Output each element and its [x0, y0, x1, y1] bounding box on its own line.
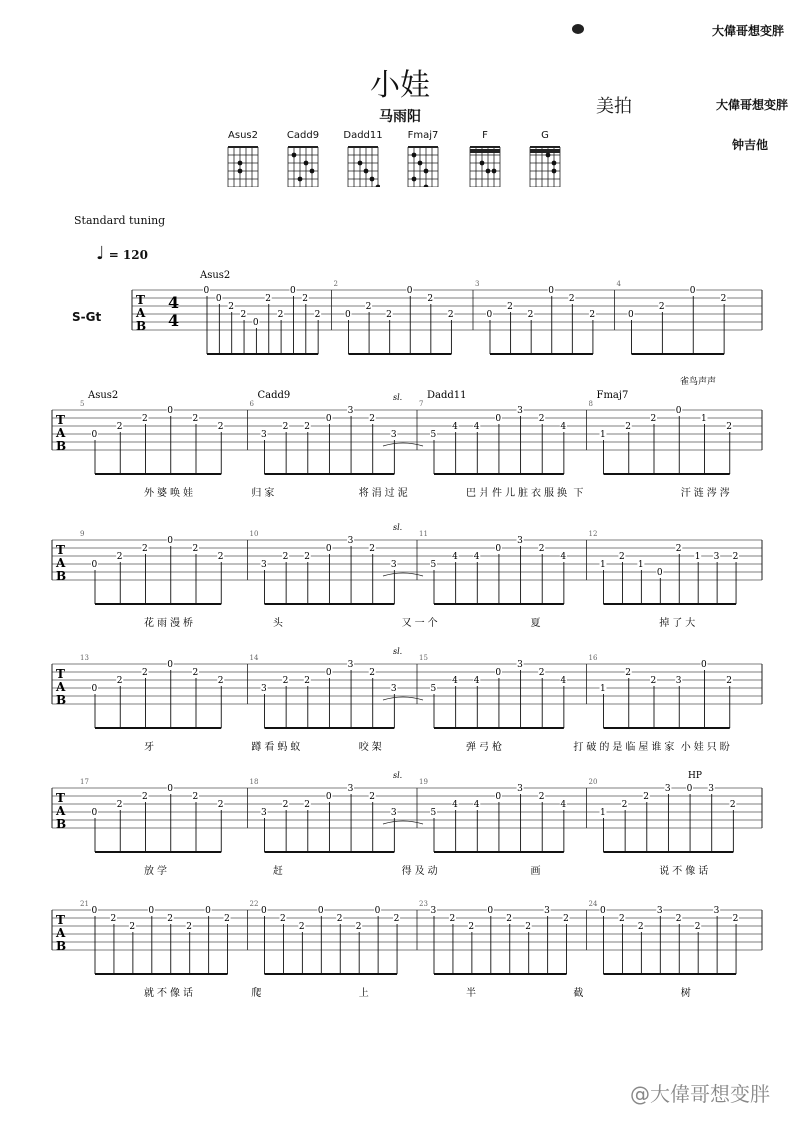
- fret-number: 2: [304, 422, 311, 432]
- watermark: @大偉哥想变胖: [630, 1082, 770, 1106]
- tab-clef: B: [56, 693, 67, 707]
- fret-number: 2: [427, 294, 434, 304]
- fret-number: 3: [713, 552, 720, 562]
- fret-number: 2: [279, 914, 286, 924]
- fret-number: 0: [656, 568, 663, 578]
- fret-number: 2: [525, 922, 531, 932]
- fret-number: 2: [658, 302, 665, 312]
- fret-number: 3: [390, 684, 397, 694]
- fret-number: 0: [495, 414, 502, 424]
- fret-number: 0: [167, 536, 173, 546]
- fret-number: 3: [517, 406, 523, 416]
- fret-number: 2: [568, 294, 575, 304]
- chord-symbol: Asus2: [88, 390, 119, 401]
- chord-symbol: Dadd11: [427, 390, 467, 401]
- fret-number: 4: [560, 800, 567, 810]
- fret-number: 2: [468, 922, 475, 932]
- fret-number: 0: [374, 906, 381, 916]
- fret-number: 2: [625, 668, 631, 678]
- fret-number: 3: [261, 684, 267, 694]
- fret-number: 2: [729, 800, 736, 810]
- fret-number: 2: [726, 676, 732, 686]
- fret-number: 2: [393, 914, 400, 924]
- measure-number: 3: [475, 280, 480, 288]
- tab-clef: T: [56, 413, 65, 427]
- lyric-text: 头: [272, 618, 286, 629]
- fret-number: 2: [192, 668, 199, 678]
- fret-number: 3: [347, 660, 354, 670]
- measure-number: 5: [80, 400, 85, 408]
- fret-number: 0: [325, 668, 332, 678]
- fret-number: 2: [142, 544, 148, 554]
- lyric-text: 花雨漫桥: [144, 618, 196, 629]
- measure-number: 2: [333, 280, 338, 288]
- fret-number: 0: [701, 660, 707, 670]
- fret-number: 2: [369, 792, 375, 802]
- lyric-text: 就不像话: [144, 988, 196, 999]
- fret-number: 2: [265, 294, 271, 304]
- fret-number: 2: [217, 422, 224, 432]
- fret-number: 0: [325, 792, 332, 802]
- tab-clef: A: [56, 556, 66, 570]
- fret-number: 3: [675, 676, 682, 686]
- fret-number: 4: [560, 552, 567, 562]
- lyric-text: 汗涟涔涔: [680, 488, 733, 499]
- lyric-text: 得及动: [401, 866, 441, 877]
- lyric-text: 掉了大: [659, 618, 699, 629]
- fret-number: 3: [517, 660, 523, 670]
- lyric-text: 爬: [251, 988, 265, 999]
- lyric-text: 说不像话: [659, 866, 712, 877]
- chord-name: Asus2: [228, 130, 258, 141]
- fret-number: 3: [390, 808, 397, 818]
- fret-number: 2: [563, 914, 569, 924]
- measure-number: 16: [588, 654, 598, 662]
- fret-number: 2: [304, 800, 311, 810]
- lyric-text: 半: [466, 988, 480, 999]
- fret-number: 2: [217, 676, 224, 686]
- slide-marking: sl.: [393, 771, 403, 780]
- fret-number: 2: [732, 552, 739, 562]
- fret-number: 5: [430, 430, 437, 440]
- fret-number: 0: [495, 668, 502, 678]
- fret-number: 0: [91, 430, 98, 440]
- lyric-text: 将涓过泥: [358, 488, 411, 499]
- fret-number: 2: [186, 922, 192, 932]
- fret-number: 2: [637, 922, 644, 932]
- fret-number: 4: [473, 422, 480, 432]
- fret-number: 2: [282, 676, 289, 686]
- fret-number: 2: [167, 914, 173, 924]
- measure-number: 22: [249, 900, 259, 908]
- tab-clef: A: [136, 306, 146, 320]
- fret-number: 2: [314, 310, 321, 320]
- fret-number: 0: [252, 318, 259, 328]
- fret-number: 2: [538, 544, 545, 554]
- fret-number: 1: [694, 552, 701, 562]
- fret-number: 2: [449, 914, 456, 924]
- tab-clef: T: [56, 791, 65, 805]
- fret-number: 5: [430, 560, 437, 570]
- fret-number: 2: [369, 544, 375, 554]
- lyric-text: 赶: [272, 866, 286, 877]
- measure-number: 14: [249, 654, 259, 662]
- fret-number: 2: [694, 922, 701, 932]
- fret-number: 1: [600, 808, 606, 818]
- fret-number: 2: [302, 294, 309, 304]
- fret-number: 2: [618, 914, 625, 924]
- fret-number: 5: [430, 684, 437, 694]
- fret-number: 2: [224, 914, 230, 924]
- fret-number: 2: [116, 676, 123, 686]
- fret-number: 2: [282, 552, 289, 562]
- fret-number: 2: [650, 676, 657, 686]
- measure-number: 11: [419, 530, 428, 538]
- measure-number: 15: [419, 654, 428, 662]
- lyric-text: 巴爿件儿脏衣服换: [466, 488, 571, 499]
- brand-label-top: 大偉哥想变胖: [712, 24, 785, 38]
- measure-number: 6: [249, 400, 254, 408]
- fret-number: 3: [544, 906, 550, 916]
- measure-number: 4: [616, 280, 621, 288]
- fret-number: 2: [277, 310, 284, 320]
- fret-number: 2: [129, 922, 136, 932]
- tab-clef: A: [56, 426, 66, 440]
- fret-number: 2: [228, 302, 234, 312]
- fret-number: 0: [628, 310, 634, 320]
- fret-number: 1: [701, 414, 707, 424]
- fret-number: 0: [548, 286, 554, 296]
- song-title: 小娃: [370, 68, 430, 103]
- fret-number: 2: [643, 792, 650, 802]
- fret-number: 2: [618, 552, 625, 562]
- fret-number: 2: [336, 914, 343, 924]
- fret-number: 1: [637, 560, 644, 570]
- tab-clef: A: [56, 926, 66, 940]
- measure-number: 20: [588, 778, 598, 786]
- tab-clef: B: [56, 439, 67, 453]
- fret-number: 4: [473, 800, 480, 810]
- fret-number: 2: [142, 414, 148, 424]
- fret-number: 2: [621, 800, 628, 810]
- lyric-text: 归家: [251, 488, 278, 499]
- tab-clef: B: [136, 319, 147, 333]
- fret-number: 4: [560, 676, 567, 686]
- fret-number: 0: [487, 906, 494, 916]
- fret-number: 2: [538, 414, 545, 424]
- fret-number: 0: [345, 310, 351, 320]
- tab-clef: T: [56, 543, 65, 557]
- fret-number: 2: [217, 800, 224, 810]
- fret-number: 2: [675, 544, 682, 554]
- fret-number: 2: [192, 792, 199, 802]
- lyric-text: 咬架: [358, 742, 385, 753]
- fret-number: 3: [708, 784, 714, 794]
- fret-number: 2: [650, 414, 657, 424]
- fret-number: 2: [282, 422, 289, 432]
- fret-number: 4: [473, 552, 480, 562]
- chord-name: F: [482, 130, 488, 141]
- fret-number: 3: [517, 536, 523, 546]
- hammer-pull-label: HP: [688, 771, 702, 781]
- fret-number: 0: [495, 792, 502, 802]
- fret-number: 2: [192, 544, 199, 554]
- fret-number: 3: [713, 906, 720, 916]
- fret-number: 5: [430, 808, 437, 818]
- time-signature: 4: [168, 293, 180, 312]
- lyric-text: 小娃只盼: [680, 742, 733, 753]
- fret-number: 2: [116, 422, 123, 432]
- chord-name: Dadd11: [343, 130, 383, 141]
- fret-number: 0: [91, 906, 98, 916]
- fret-number: 2: [675, 914, 682, 924]
- fret-number: 4: [452, 552, 458, 562]
- lyric-text: 放学: [144, 866, 170, 877]
- measure-number: 12: [588, 530, 598, 538]
- tab-clef: T: [136, 293, 145, 307]
- fret-number: 2: [142, 792, 148, 802]
- measure-number: 10: [249, 530, 259, 538]
- fret-number: 0: [289, 286, 296, 296]
- fret-number: 0: [686, 784, 693, 794]
- lyric-text: 又一个: [401, 618, 441, 629]
- fret-number: 2: [304, 676, 311, 686]
- lyric-text: 画: [530, 866, 544, 877]
- tab-clef: B: [56, 939, 67, 953]
- measure-number: 8: [588, 400, 593, 408]
- lyric-text: 弹弓枪: [466, 742, 506, 753]
- fret-number: 3: [664, 784, 671, 794]
- measure-number: 17: [80, 778, 89, 786]
- fret-number: 3: [390, 560, 397, 570]
- fret-number: 1: [600, 560, 606, 570]
- fret-number: 3: [390, 430, 397, 440]
- fret-number: 0: [675, 406, 682, 416]
- fret-number: 2: [355, 922, 362, 932]
- fret-number: 2: [298, 922, 305, 932]
- fret-number: 2: [369, 414, 375, 424]
- fret-number: 2: [369, 668, 375, 678]
- tab-clef: T: [56, 667, 65, 681]
- fret-number: 2: [116, 552, 123, 562]
- fret-number: 0: [215, 294, 222, 304]
- fret-number: 2: [527, 310, 534, 320]
- fret-number: 0: [91, 808, 98, 818]
- fret-number: 2: [625, 422, 631, 432]
- fret-number: 4: [452, 676, 458, 686]
- fret-number: 1: [600, 430, 606, 440]
- fret-number: 2: [720, 294, 727, 304]
- measure-number: 18: [249, 778, 259, 786]
- fret-number: 0: [600, 906, 606, 916]
- fret-number: 2: [365, 302, 372, 312]
- measure-number: 21: [80, 900, 89, 908]
- brand-label-right: 大偉哥想变胖: [716, 98, 789, 112]
- lyric-text: 夏: [530, 618, 544, 629]
- fret-number: 2: [116, 800, 123, 810]
- composer-name: 马雨阳: [379, 109, 421, 125]
- lyric-text: 外婆唤娃: [144, 488, 196, 499]
- chord-symbol: Fmaj7: [596, 390, 629, 401]
- fret-number: 0: [495, 544, 502, 554]
- chord-name: Cadd9: [286, 130, 320, 141]
- lyric-text: 牙: [144, 742, 157, 753]
- fret-number: 0: [91, 684, 98, 694]
- tab-clef: T: [56, 913, 65, 927]
- fret-number: 3: [347, 784, 354, 794]
- fret-number: 2: [538, 668, 545, 678]
- fret-number: 0: [148, 906, 155, 916]
- fret-number: 0: [203, 286, 210, 296]
- fret-number: 2: [304, 552, 311, 562]
- lyric-text: 上: [358, 988, 372, 999]
- fret-number: 2: [507, 302, 513, 312]
- fret-number: 0: [325, 544, 332, 554]
- fret-number: 3: [261, 808, 267, 818]
- fret-number: 0: [261, 906, 267, 916]
- fret-number: 0: [205, 906, 211, 916]
- fret-number: 2: [110, 914, 117, 924]
- fret-number: 3: [430, 906, 437, 916]
- slide-marking: sl.: [393, 393, 403, 402]
- track-name: S-Gt: [72, 310, 102, 324]
- fret-number: 0: [167, 406, 173, 416]
- lyric-text: 树: [680, 988, 694, 999]
- slide-marking: sl.: [393, 523, 403, 532]
- tab-clef: A: [56, 804, 66, 818]
- fret-number: 4: [560, 422, 567, 432]
- slide-marking: sl.: [393, 647, 403, 656]
- fret-number: 0: [167, 784, 173, 794]
- fret-number: 3: [347, 406, 354, 416]
- fret-number: 0: [317, 906, 324, 916]
- fret-number: 0: [167, 660, 173, 670]
- fret-number: 0: [325, 414, 332, 424]
- fret-number: 0: [91, 560, 98, 570]
- meipai-label: 美拍: [596, 96, 632, 117]
- fret-number: 2: [142, 668, 148, 678]
- measure-number: 13: [80, 654, 89, 662]
- tab-clef: A: [56, 680, 66, 694]
- chord-symbol: Cadd9: [257, 390, 291, 401]
- guitar-brand-label: 钟吉他: [732, 138, 769, 152]
- fret-number: 2: [538, 792, 545, 802]
- lyric-text: 截: [573, 988, 587, 999]
- lyric-text: 打破的是临屋谁家: [573, 742, 678, 753]
- fret-number: 3: [517, 784, 523, 794]
- fret-number: 3: [261, 560, 267, 570]
- annotation: 雀鸟声声: [680, 377, 717, 387]
- fret-number: 1: [600, 684, 606, 694]
- measure-number: 9: [80, 530, 85, 538]
- measure-number: 7: [419, 400, 424, 408]
- tempo-value: = 120: [108, 248, 148, 262]
- fret-number: 3: [261, 430, 267, 440]
- fret-number: 2: [589, 310, 596, 320]
- tuning-label: Standard tuning: [74, 214, 166, 227]
- fret-number: 3: [347, 536, 354, 546]
- fret-number: 4: [473, 676, 480, 686]
- fret-number: 2: [506, 914, 512, 924]
- measure-number: 19: [419, 778, 428, 786]
- tab-clef: B: [56, 817, 67, 831]
- chord-name: G: [541, 130, 549, 141]
- fret-number: 2: [240, 310, 247, 320]
- fret-number: 0: [406, 286, 413, 296]
- fret-number: 4: [452, 800, 458, 810]
- fret-number: 0: [486, 310, 493, 320]
- fret-number: 2: [386, 310, 392, 320]
- measure-number: 23: [419, 900, 428, 908]
- fret-number: 2: [447, 310, 454, 320]
- fret-number: 3: [656, 906, 663, 916]
- chord-name: Fmaj7: [407, 130, 439, 141]
- fret-number: 0: [689, 286, 696, 296]
- fret-number: 2: [726, 422, 732, 432]
- fret-number: 2: [282, 800, 289, 810]
- fret-number: 2: [732, 914, 739, 924]
- quarter-note-icon: ♩: [96, 243, 105, 264]
- fret-number: 2: [192, 414, 199, 424]
- lyric-text: 蹲看蚂蚁: [251, 742, 304, 753]
- measure-number: 24: [588, 900, 598, 908]
- lyric-text: 下: [573, 488, 587, 499]
- fret-number: 2: [217, 552, 224, 562]
- tab-clef: B: [56, 569, 67, 583]
- chord-symbol: Asus2: [200, 270, 231, 281]
- time-signature: 4: [168, 311, 180, 330]
- fret-number: 4: [452, 422, 458, 432]
